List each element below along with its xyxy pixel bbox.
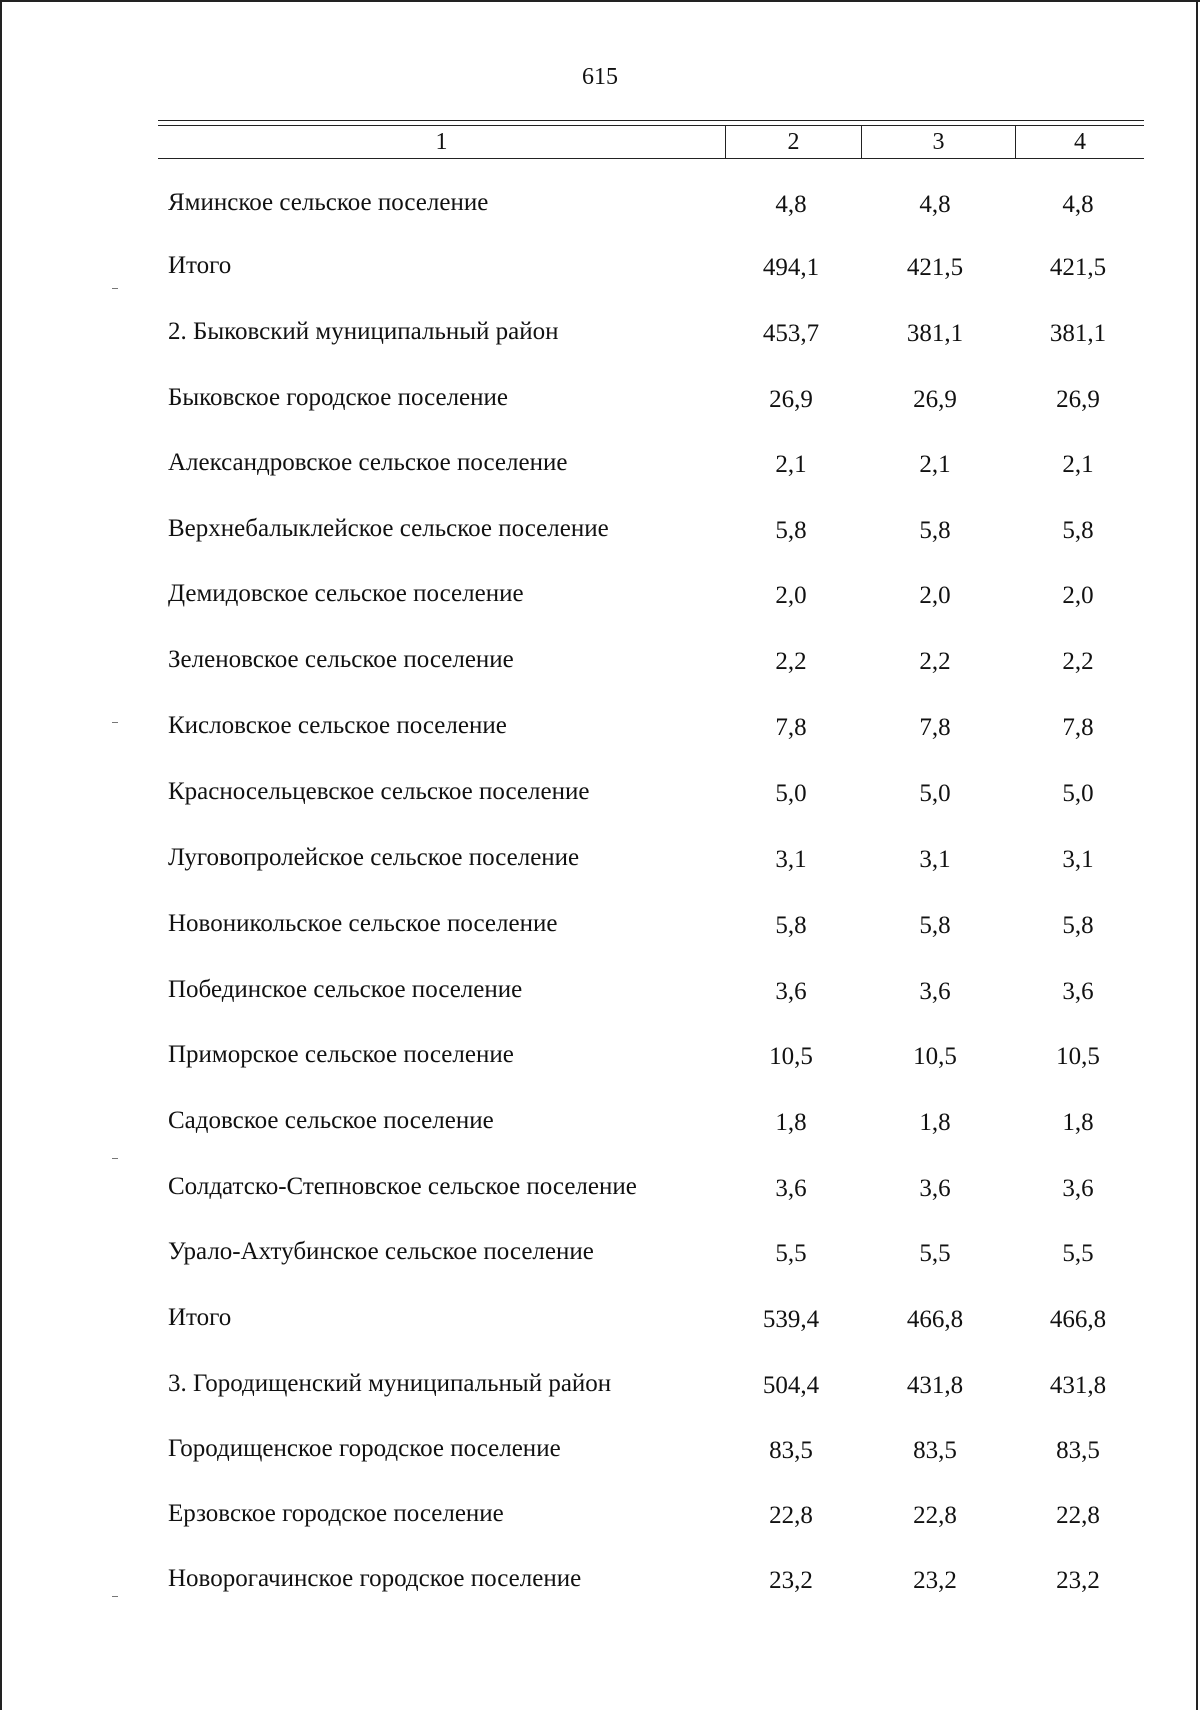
value-col-4: 466,8 — [1049, 1306, 1107, 1333]
value-col-2: 26,9 — [769, 386, 813, 413]
value-col-3: 3,6 — [919, 1175, 951, 1202]
value-col-3: 7,8 — [919, 714, 951, 741]
value-col-3: 2,0 — [919, 582, 951, 609]
value-col-3: 22,8 — [913, 1502, 957, 1529]
value-col-2: 5,8 — [775, 517, 807, 544]
scan-border-top — [0, 0, 1200, 2]
value-col-4: 421,5 — [1049, 254, 1107, 281]
value-col-3: 421,5 — [906, 254, 964, 281]
row-label: Яминское сельское поселение — [168, 189, 489, 216]
value-col-4: 2,0 — [1062, 582, 1094, 609]
value-col-3: 5,0 — [919, 780, 951, 807]
table-row — [0, 646, 1200, 686]
value-col-4: 22,8 — [1056, 1502, 1100, 1529]
value-col-2: 539,4 — [762, 1306, 820, 1333]
value-col-4: 1,8 — [1062, 1109, 1094, 1136]
table-row — [0, 712, 1200, 752]
value-col-2: 3,1 — [775, 846, 807, 873]
table-row — [0, 252, 1200, 292]
value-col-2: 3,6 — [775, 1175, 807, 1202]
value-col-4: 7,8 — [1062, 714, 1094, 741]
value-col-2: 22,8 — [769, 1502, 813, 1529]
row-label: Луговопролейское сельское поселение — [168, 844, 580, 871]
table-row — [0, 384, 1200, 424]
table-row — [0, 189, 1200, 229]
value-col-2: 83,5 — [769, 1437, 813, 1464]
value-col-3: 83,5 — [913, 1437, 957, 1464]
column-header-4: 4 — [1074, 129, 1086, 155]
value-col-3: 5,5 — [919, 1240, 951, 1267]
value-col-4: 2,2 — [1062, 648, 1094, 675]
value-col-3: 10,5 — [913, 1043, 957, 1070]
row-label: 3. Городищенский муниципальный район — [168, 1370, 612, 1397]
row-label: Итого — [168, 252, 232, 279]
value-col-2: 494,1 — [762, 254, 820, 281]
value-col-4: 2,1 — [1062, 451, 1094, 478]
value-col-3: 23,2 — [913, 1567, 957, 1594]
value-col-3: 1,8 — [919, 1109, 951, 1136]
value-col-2: 7,8 — [775, 714, 807, 741]
row-label: Урало-Ахтубинское сельское поселение — [168, 1238, 594, 1265]
row-label: Побединское сельское поселение — [168, 976, 523, 1003]
table-row — [0, 1041, 1200, 1081]
value-col-2: 2,0 — [775, 582, 807, 609]
row-label: Александровское сельское поселение — [168, 449, 568, 476]
value-col-4: 5,8 — [1062, 912, 1094, 939]
value-col-3: 5,8 — [919, 912, 951, 939]
table-row — [0, 449, 1200, 489]
value-col-4: 5,0 — [1062, 780, 1094, 807]
value-col-4: 381,1 — [1049, 320, 1107, 347]
row-label: Новоникольское сельское поселение — [168, 910, 558, 937]
value-col-4: 431,8 — [1049, 1372, 1107, 1399]
value-col-2: 5,8 — [775, 912, 807, 939]
table-row — [0, 580, 1200, 620]
table-header-rule — [158, 158, 1144, 159]
value-col-3: 26,9 — [913, 386, 957, 413]
table-row — [0, 844, 1200, 884]
value-col-2: 10,5 — [769, 1043, 813, 1070]
value-col-2: 504,4 — [762, 1372, 820, 1399]
table-row — [0, 1370, 1200, 1410]
column-header-3: 3 — [932, 129, 945, 155]
value-col-2: 3,6 — [775, 978, 807, 1005]
row-label: Ерзовское городское поселение — [168, 1500, 504, 1527]
value-col-3: 381,1 — [906, 320, 964, 347]
value-col-2: 2,2 — [775, 648, 807, 675]
value-col-4: 4,8 — [1062, 191, 1094, 218]
row-label: Садовское сельское поселение — [168, 1107, 494, 1134]
row-label: Солдатско-Степновское сельское поселение — [168, 1173, 637, 1200]
value-col-2: 23,2 — [769, 1567, 813, 1594]
value-col-4: 23,2 — [1056, 1567, 1100, 1594]
row-label: Новорогачинское городское поселение — [168, 1565, 582, 1592]
table-row — [0, 778, 1200, 818]
value-col-4: 5,5 — [1062, 1240, 1094, 1267]
table-row — [0, 1565, 1200, 1605]
value-col-4: 26,9 — [1056, 386, 1100, 413]
value-col-4: 3,1 — [1062, 846, 1094, 873]
value-col-2: 5,0 — [775, 780, 807, 807]
table-header-row — [158, 126, 1144, 158]
row-label: Быковское городское поселение — [168, 384, 508, 411]
row-label: Итого — [168, 1304, 232, 1331]
table-row — [0, 515, 1200, 555]
table-row — [0, 318, 1200, 358]
value-col-3: 5,8 — [919, 517, 951, 544]
row-label: Верхнебалыклейское сельское поселение — [168, 515, 609, 542]
value-col-4: 5,8 — [1062, 517, 1094, 544]
value-col-2: 5,5 — [775, 1240, 807, 1267]
value-col-4: 3,6 — [1062, 1175, 1094, 1202]
table-row — [0, 976, 1200, 1016]
value-col-2: 2,1 — [775, 451, 807, 478]
row-label: Зеленовское сельское поселение — [168, 646, 514, 673]
row-label: Городищенское городское поселение — [168, 1435, 561, 1462]
page-number: 615 — [582, 64, 618, 90]
table-row — [0, 910, 1200, 950]
value-col-3: 2,1 — [919, 451, 951, 478]
value-col-3: 466,8 — [906, 1306, 964, 1333]
value-col-3: 2,2 — [919, 648, 951, 675]
column-header-1: 1 — [435, 129, 448, 155]
value-col-3: 4,8 — [919, 191, 951, 218]
value-col-4: 3,6 — [1062, 978, 1094, 1005]
value-col-2: 453,7 — [762, 320, 820, 347]
value-col-2: 4,8 — [775, 191, 807, 218]
table-top-rule — [158, 120, 1144, 121]
table-row — [0, 1173, 1200, 1213]
table-row — [0, 1435, 1200, 1475]
column-header-2: 2 — [787, 129, 800, 155]
value-col-3: 3,6 — [919, 978, 951, 1005]
table-row — [0, 1304, 1200, 1344]
row-label: 2. Быковский муниципальный район — [168, 318, 559, 345]
row-label: Приморское сельское поселение — [168, 1041, 514, 1068]
table-row — [0, 1500, 1200, 1540]
value-col-4: 10,5 — [1056, 1043, 1100, 1070]
row-label: Красносельцевское сельское поселение — [168, 778, 590, 805]
table-row — [0, 1238, 1200, 1278]
row-label: Кисловское сельское поселение — [168, 712, 507, 739]
value-col-4: 83,5 — [1056, 1437, 1100, 1464]
margin-mark — [112, 1158, 118, 1159]
row-label: Демидовское сельское поселение — [168, 580, 524, 607]
value-col-3: 431,8 — [906, 1372, 964, 1399]
value-col-2: 1,8 — [775, 1109, 807, 1136]
table-row — [0, 1107, 1200, 1147]
value-col-3: 3,1 — [919, 846, 951, 873]
